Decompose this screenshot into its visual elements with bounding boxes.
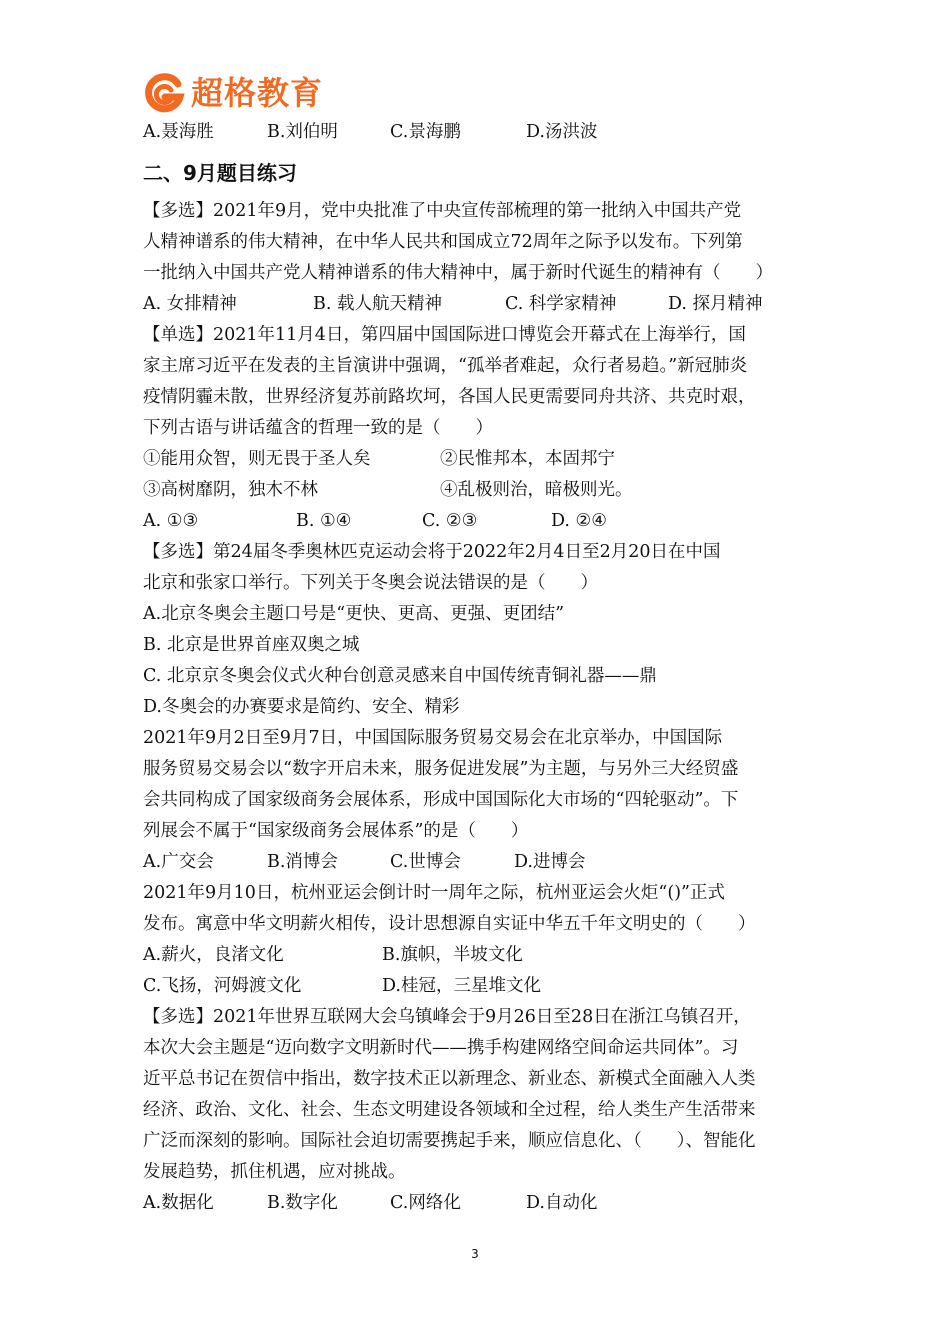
question-text: 服务贸易交易会以“数字开启未来，服务促进发展”为主题，与另外三大经贸盛 xyxy=(143,759,739,779)
question-text: 家主席习近平在发表的主旨演讲中强调，“孤举者难起，众行者易趋。”新冠肺炎 xyxy=(143,356,748,376)
option-a: A.薪火，良渚文化 xyxy=(143,945,284,965)
option-d: D.进博会 xyxy=(514,852,586,872)
question-text: 【多选】2021年世界互联网大会乌镇峰会于9月26日至28日在浙江乌镇召开， xyxy=(143,1007,751,1027)
option-c: C. 北京京冬奥会仪式火种台创意灵感来自中国传统青铜礼器——鼎 xyxy=(143,666,657,686)
question-text: 经济、政治、文化、社会、生态文明建设各领域和全过程，给人类生产生活带来 xyxy=(143,1100,756,1120)
option-a: A.聂海胜 xyxy=(143,122,214,142)
statement-row xyxy=(143,475,813,506)
question-options xyxy=(143,289,813,320)
question-2 xyxy=(143,320,813,537)
question-6 xyxy=(143,1002,813,1219)
statement-3: ③高树靡阴，独木不林 xyxy=(143,480,318,500)
question-text: 发展趋势，抓住机遇，应对挑战。 xyxy=(143,1162,406,1182)
question-3 xyxy=(143,537,813,723)
section-title: 二、9月题目练习 xyxy=(143,161,297,185)
question-options xyxy=(143,1188,813,1219)
option-d: D. ②④ xyxy=(551,511,607,531)
page-number: 3 xyxy=(471,1247,479,1261)
question-text: 疫情阴霾未散，世界经济复苏前路坎坷，各国人民更需要同舟共济、共克时艰， xyxy=(143,387,756,407)
question-text: 【多选】第24届冬季奥林匹克运动会将于2022年2月4日至2月20日在中国 xyxy=(143,542,721,562)
option-d: D. 探月精神 xyxy=(668,294,763,314)
option-c: C.世博会 xyxy=(390,852,461,872)
question-text: 2021年9月2日至9月7日，中国国际服务贸易交易会在北京举办，中国国际 xyxy=(143,728,723,748)
option-a: A.数据化 xyxy=(143,1193,214,1213)
question-text: 人精神谱系的伟大精神，在中华人民共和国成立72周年之际予以发布。下列第 xyxy=(143,232,743,252)
question-text: 一批纳入中国共产党人精神谱系的伟大精神中，属于新时代诞生的精神有（ ） xyxy=(143,263,773,283)
question-1 xyxy=(143,196,813,320)
brand-name: 超格教育 xyxy=(191,74,324,112)
question-text: 近平总书记在贺信中指出，数字技术正以新理念、新业态、新模式全面融入人类 xyxy=(143,1069,756,1089)
statement-1: ①能用众智，则无畏于圣人矣 xyxy=(143,449,371,469)
question-options xyxy=(143,971,813,1002)
question-text: 北京和张家口举行。下列关于冬奥会说法错误的是（ ） xyxy=(143,573,598,593)
question-text: 广泛而深刻的影响。国际社会迫切需要携起手来，顺应信息化、（ ）、智能化 xyxy=(143,1131,756,1151)
option-c: C. ②③ xyxy=(422,511,478,531)
option-c: C.景海鹏 xyxy=(390,122,461,142)
question-text: 【单选】2021年11月4日，第四届中国国际进口博览会开幕式在上海举行，国 xyxy=(143,325,746,345)
statement-4: ④乱极则治，暗极则光。 xyxy=(440,480,633,500)
option-b: B.消博会 xyxy=(267,852,338,872)
option-c: C. 科学家精神 xyxy=(505,294,617,314)
brand-logo xyxy=(143,72,323,114)
option-a: A.北京冬奥会主题口号是“更快、更高、更强、更团结” xyxy=(143,604,565,624)
logo-g-icon xyxy=(143,72,185,114)
question-text: 本次大会主题是“迈向数字文明新时代——携手构建网络空间命运共同体”。习 xyxy=(143,1038,739,1058)
question-options xyxy=(143,940,813,971)
statement-row xyxy=(143,444,813,475)
question-4 xyxy=(143,723,813,878)
question-text: 会共同构成了国家级商务会展体系，形成中国国际化大市场的“四轮驱动”。下 xyxy=(143,790,739,810)
option-b: B.数字化 xyxy=(267,1193,338,1213)
option-a: A.广交会 xyxy=(143,852,214,872)
top-options xyxy=(143,117,813,148)
option-d: D.桂冠，三星堆文化 xyxy=(382,976,541,996)
question-5 xyxy=(143,878,813,1002)
option-c: C.飞扬，河姆渡文化 xyxy=(143,976,302,996)
question-text: 【多选】2021年9月，党中央批准了中央宣传部梳理的第一批纳入中国共产党 xyxy=(143,201,742,221)
option-d: D.自动化 xyxy=(526,1193,598,1213)
question-options xyxy=(143,506,813,537)
option-b: B. ①④ xyxy=(296,511,352,531)
question-text: 列展会不属于“国家级商务会展体系”的是（ ） xyxy=(143,821,529,841)
option-a: A. 女排精神 xyxy=(143,294,237,314)
option-b: B.刘伯明 xyxy=(267,122,338,142)
question-options xyxy=(143,847,813,878)
option-b: B.旗帜，半坡文化 xyxy=(382,945,523,965)
option-a: A. ①③ xyxy=(143,511,199,531)
question-text: 2021年9月10日，杭州亚运会倒计时一周年之际，杭州亚运会火炬“()”正式 xyxy=(143,883,725,903)
question-text: 发布。寓意中华文明薪火相传，设计思想源自实证中华五千年文明史的（ ） xyxy=(143,914,756,934)
option-b: B. 载人航天精神 xyxy=(313,294,442,314)
option-d: D.汤洪波 xyxy=(526,122,598,142)
option-c: C.网络化 xyxy=(390,1193,461,1213)
page-content xyxy=(143,117,813,1219)
option-b: B. 北京是世界首座双奥之城 xyxy=(143,635,360,655)
question-text: 下列古语与讲话蕴含的哲理一致的是（ ） xyxy=(143,418,493,438)
option-d: D.冬奥会的办赛要求是简约、安全、精彩 xyxy=(143,697,460,717)
statement-2: ②民惟邦本，本固邦宁 xyxy=(440,449,615,469)
